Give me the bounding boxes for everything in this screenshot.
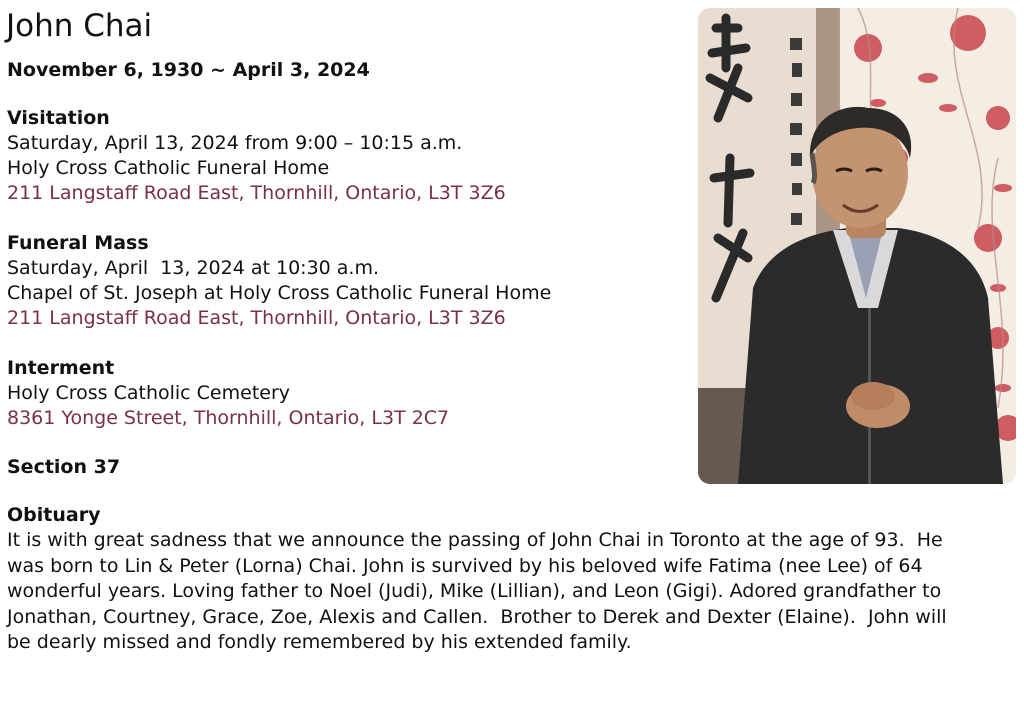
visitation-address-link[interactable]: 211 Langstaff Road East, Thornhill, Ontario, L3T 3Z6 <box>7 182 506 204</box>
deceased-name: John Chai <box>6 8 153 44</box>
interment-section <box>7 356 687 431</box>
obituary-line: was born to Lin & Peter (Lorna) Chai. John is survived by his beloved wife Fatima (nee Lee) of 64 <box>7 554 923 577</box>
life-dates: November 6, 1930 ~ April 3, 2024 <box>7 59 370 81</box>
portrait-photo <box>698 8 1016 484</box>
interment-address-link[interactable]: 8361 Yonge Street, Thornhill, Ontario, L3T 2C7 <box>7 407 450 429</box>
interment-heading: Interment <box>7 357 115 379</box>
obituary-line: It is with great sadness that we announce the passing of John Chai in Toronto at the age of 93. He <box>7 529 943 551</box>
visitation-heading: Visitation <box>7 107 110 129</box>
funeral-mass-heading: Funeral Mass <box>7 232 149 254</box>
visitation-time: Saturday, April 13, 2024 from 9:00 – 10:15 a.m. <box>7 132 463 154</box>
obituary-line: Jonathan, Courtney, Grace, Zoe, Alexis and Callen. Brother to Derek and Dexter (Elaine). John will <box>7 605 947 628</box>
obituary-section <box>7 503 1012 656</box>
funeral-mass-time: Saturday, April 13, 2024 at 10:30 a.m. <box>7 257 380 279</box>
section-number: Section 37 <box>7 456 121 478</box>
funeral-mass-place: Chapel of St. Joseph at Holy Cross Catholic Funeral Home <box>7 282 552 304</box>
interment-place: Holy Cross Catholic Cemetery <box>7 382 291 404</box>
visitation-place: Holy Cross Catholic Funeral Home <box>7 157 330 179</box>
visitation-section <box>7 106 687 206</box>
obituary-line: wonderful years. Loving father to Noel (Judi), Mike (Lillian), and Leon (Gigi). Adored grandfather to <box>7 580 942 602</box>
obituary-heading: Obituary <box>7 504 101 526</box>
funeral-mass-section <box>7 231 687 331</box>
obituary-line: be dearly missed and fondly remembered by his extended family. <box>7 631 632 653</box>
funeral-mass-address-link[interactable]: 211 Langstaff Road East, Thornhill, Ontario, L3T 3Z6 <box>7 307 506 329</box>
